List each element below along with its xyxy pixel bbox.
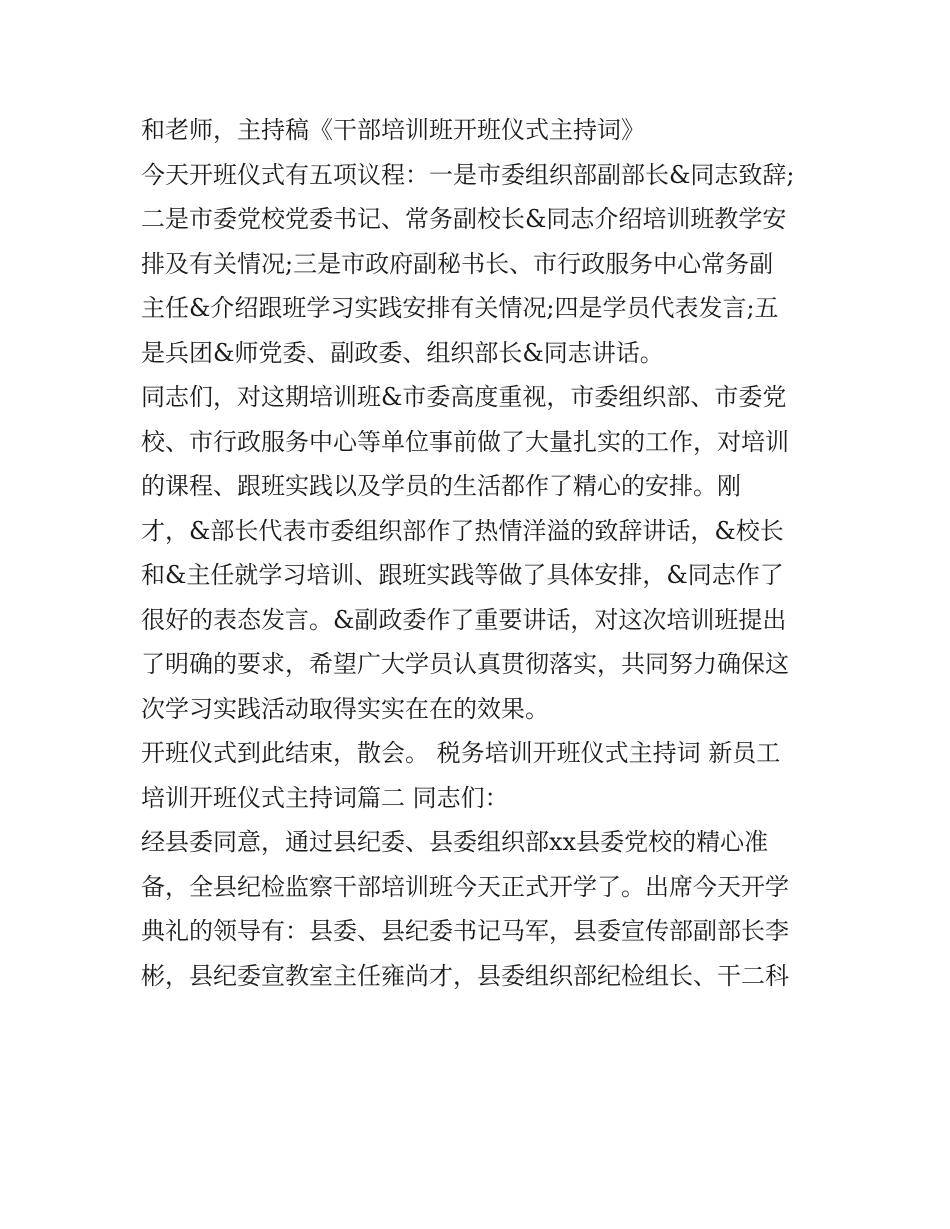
text-line: 备，全县纪检监察干部培训班今天正式开学了。出席今天开学 bbox=[141, 872, 789, 901]
text-line: 经县委同意，通过县纪委、县委组织部xx县委党校的精心准 bbox=[141, 828, 769, 856]
text-line: 和老师，主持稿《干部培训班开班仪式主持词》 bbox=[141, 116, 645, 144]
text-line: 很好的表态发言。&副政委作了重要讲话，对这次培训班提出 bbox=[141, 605, 787, 634]
text-line: 校、市行政服务中心等单位事前做了大量扎实的工作，对培训 bbox=[141, 427, 789, 456]
text-line: 开班仪式到此结束，散会。 税务培训开班仪式主持词 新员工 bbox=[141, 739, 781, 767]
text-line: 典礼的领导有：县委、县纪委书记马军，县委宣传部副部长李 bbox=[141, 917, 789, 945]
text-line: 排及有关情况;三是市政府副秘书长、市行政服务中心常务副 bbox=[141, 249, 774, 278]
document-body bbox=[141, 108, 821, 998]
text-line: 彬，县纪委宣教室主任雍尚才，县委组织部纪检组长、干二科 bbox=[141, 961, 789, 990]
text-line: 培训开班仪式主持词篇二 同志们： bbox=[141, 783, 509, 812]
text-line: 是兵团&师党委、副政委、组织部长&同志讲话。 bbox=[141, 338, 664, 367]
text-line: 和&主任就学习培训、跟班实践等做了具体安排，&同志作了 bbox=[141, 561, 784, 589]
text-line: 了明确的要求，希望广大学员认真贯彻落实，共同努力确保这 bbox=[141, 650, 789, 678]
text-line: 主任&介绍跟班学习实践安排有关情况;四是学员代表发言;五 bbox=[141, 294, 779, 322]
text-line: 次学习实践活动取得实实在在的效果。 bbox=[141, 694, 549, 723]
text-line: 二是市委党校党委书记、常务副校长&同志介绍培训班教学安 bbox=[141, 205, 787, 233]
text-line: 才，&部长代表市委组织部作了热情洋溢的致辞讲话，&校长 bbox=[141, 516, 784, 545]
text-line: 的课程、跟班实践以及学员的生活都作了精心的安排。刚 bbox=[141, 472, 741, 500]
text-line: 同志们，对这期培训班&市委高度重视，市委组织部、市委党 bbox=[141, 383, 787, 411]
text-line: 今天开班仪式有五项议程：一是市委组织部副部长&同志致辞; bbox=[141, 160, 795, 189]
